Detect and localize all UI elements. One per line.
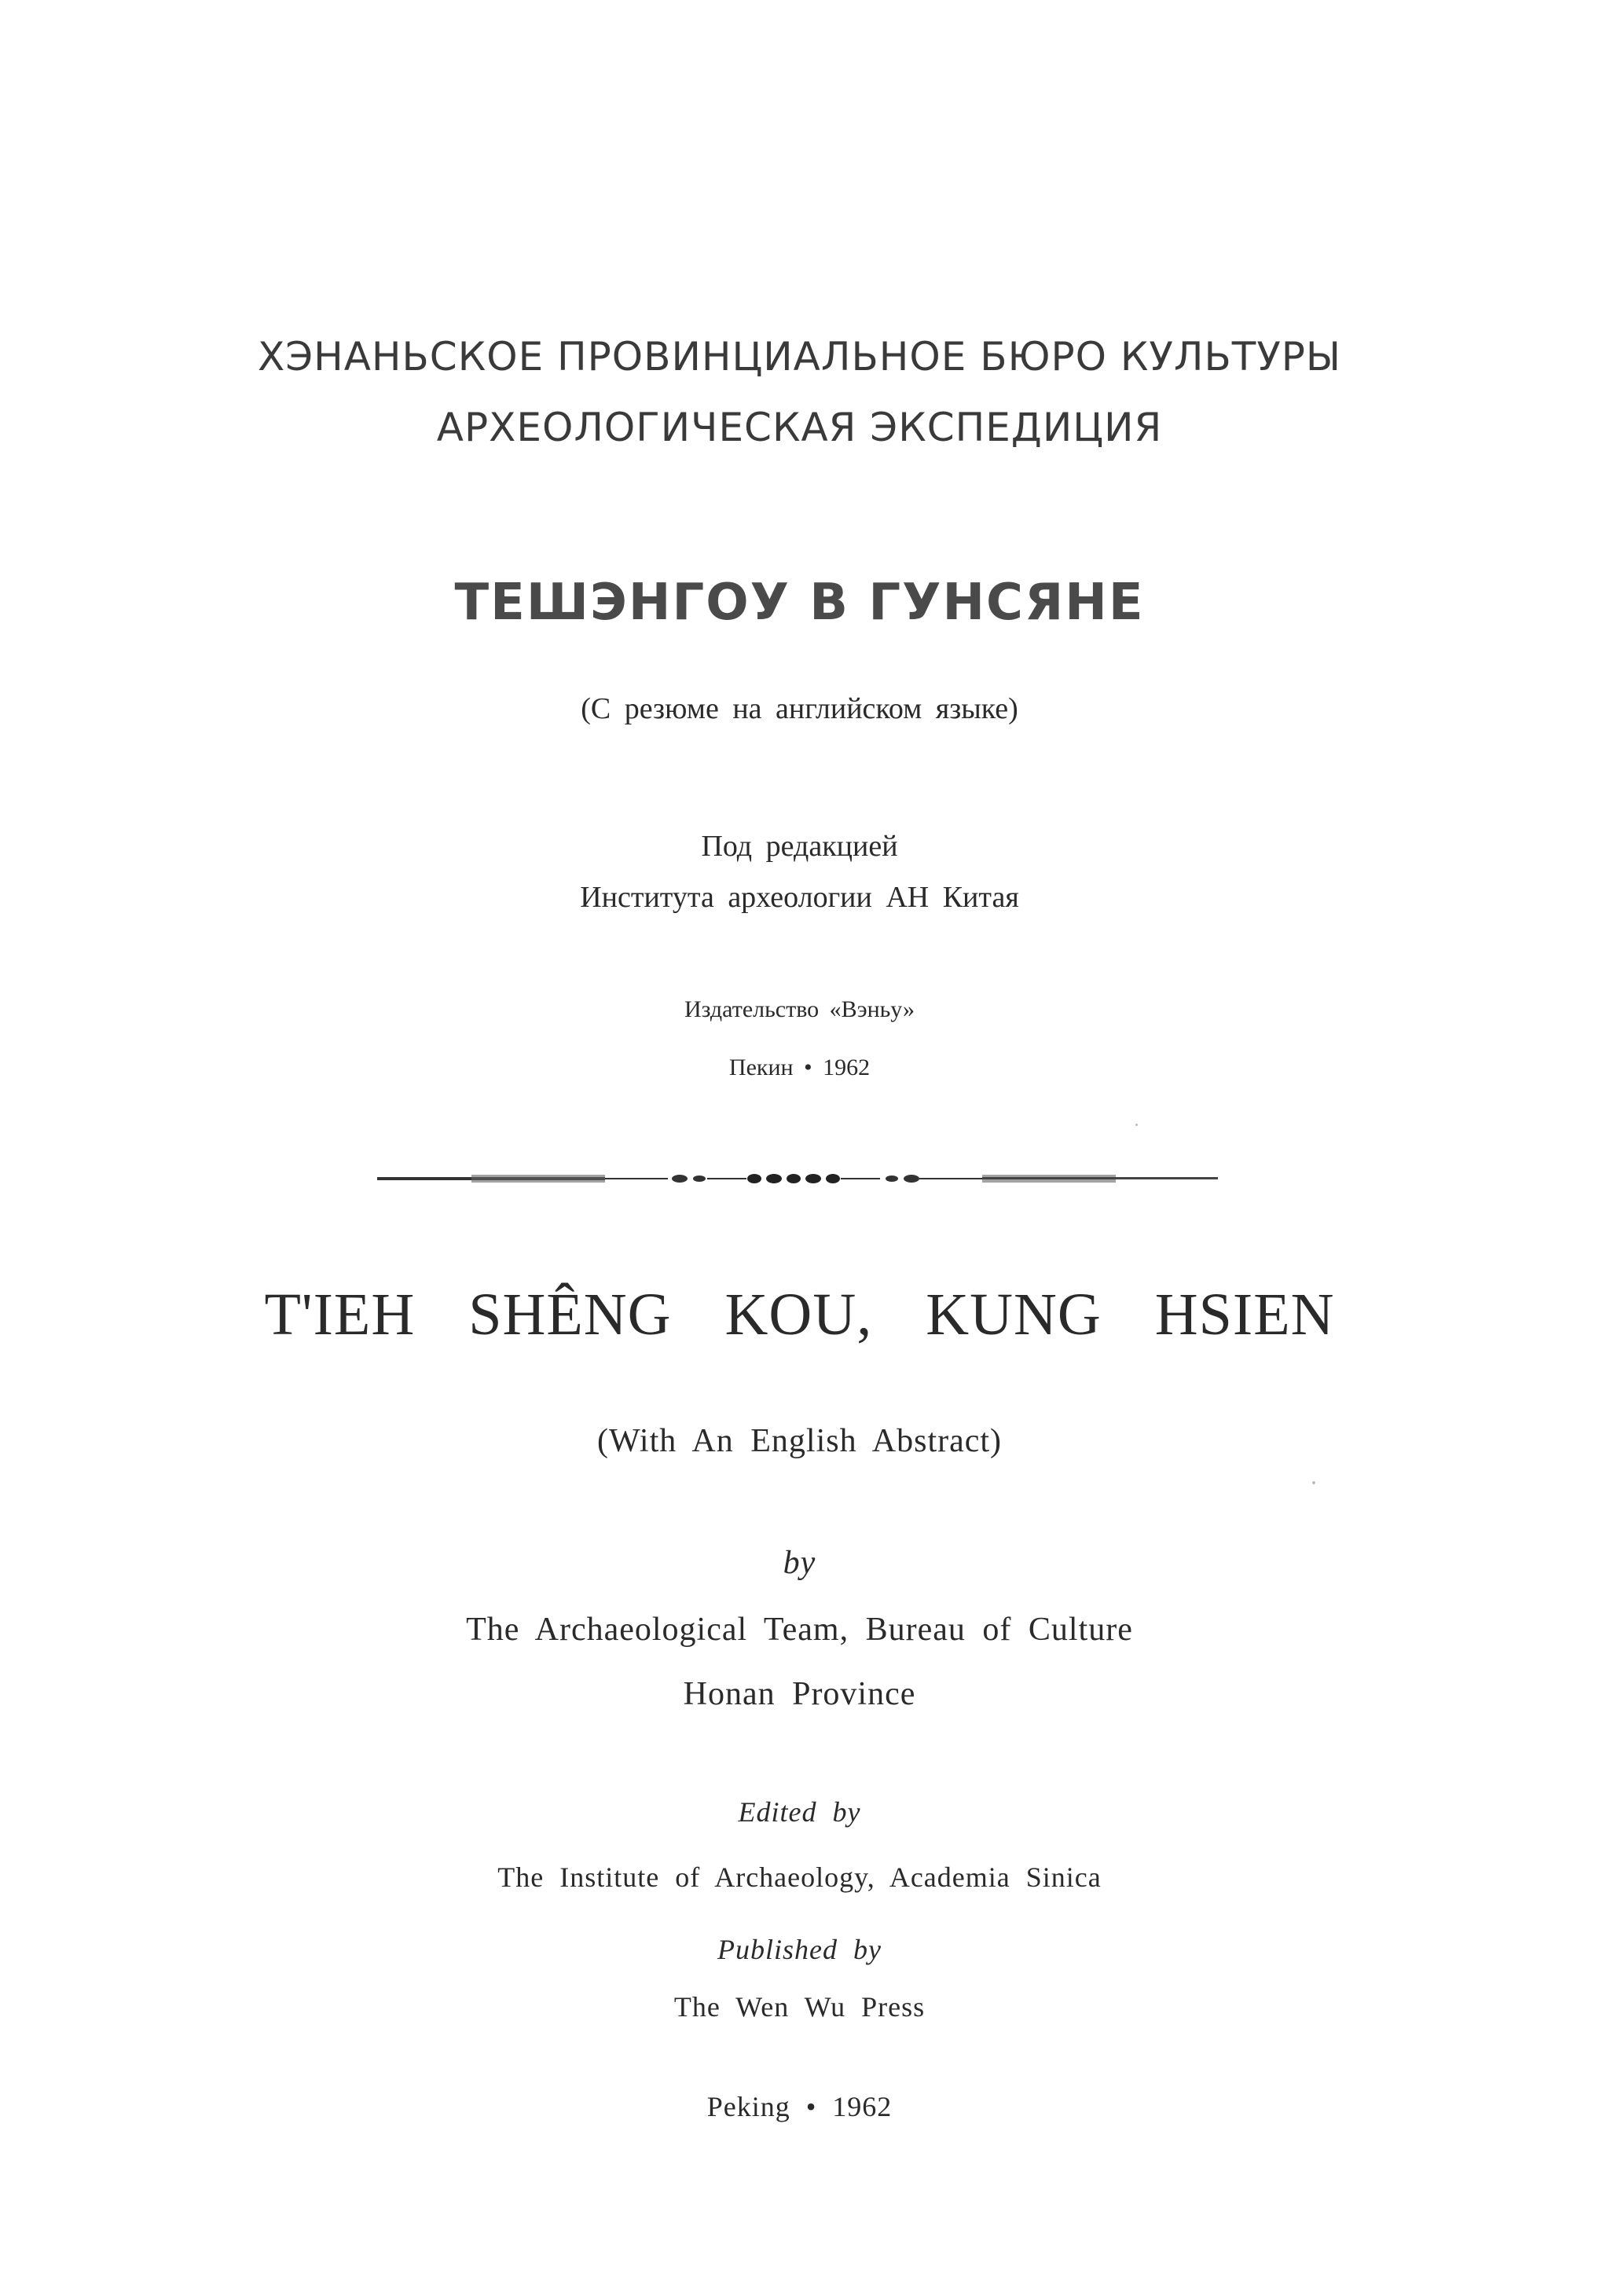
russian-editor-line2: Института археологии АН Китая [580,881,1019,914]
english-publisher: The Wen Wu Press [673,1991,926,2023]
english-author-line2: Honan Province [683,1676,916,1712]
russian-header-line1: ХЭНАНЬСКОЕ ПРОВИНЦИАЛЬНОЕ БЮРО КУЛЬТУРЫ [257,334,1342,380]
english-place-year: Peking • 1962 [706,2091,893,2122]
english-subtitle: (With An English Abstract) [596,1423,1003,1459]
english-by-label: by [783,1545,816,1581]
russian-place-year: Пекин • 1962 [728,1054,871,1080]
russian-publisher: Издательство «Вэньу» [684,996,915,1022]
english-edited-label: Edited by [738,1796,861,1828]
scan-speck [1312,1481,1315,1484]
russian-editor-line1: Под редакцией [701,830,898,863]
english-title: T'IEH SHÊNG KOU, KUNG HSIEN [264,1282,1335,1348]
russian-title: ТЕШЭНГОУ В ГУНСЯНЕ [454,574,1145,632]
english-published-label: Published by [717,1934,882,1965]
english-editor: The Institute of Archaeology, Academia Sinica [497,1861,1102,1893]
russian-header-line2: АРХЕОЛОГИЧЕСКАЯ ЭКСПЕДИЦИЯ [436,405,1163,450]
ornamental-divider-icon [377,1169,1218,1188]
english-author-line1: The Archaeological Team, Bureau of Culture [466,1612,1133,1648]
scan-speck [1135,1124,1138,1126]
russian-subtitle: (С резюме на английском языке) [581,692,1018,725]
